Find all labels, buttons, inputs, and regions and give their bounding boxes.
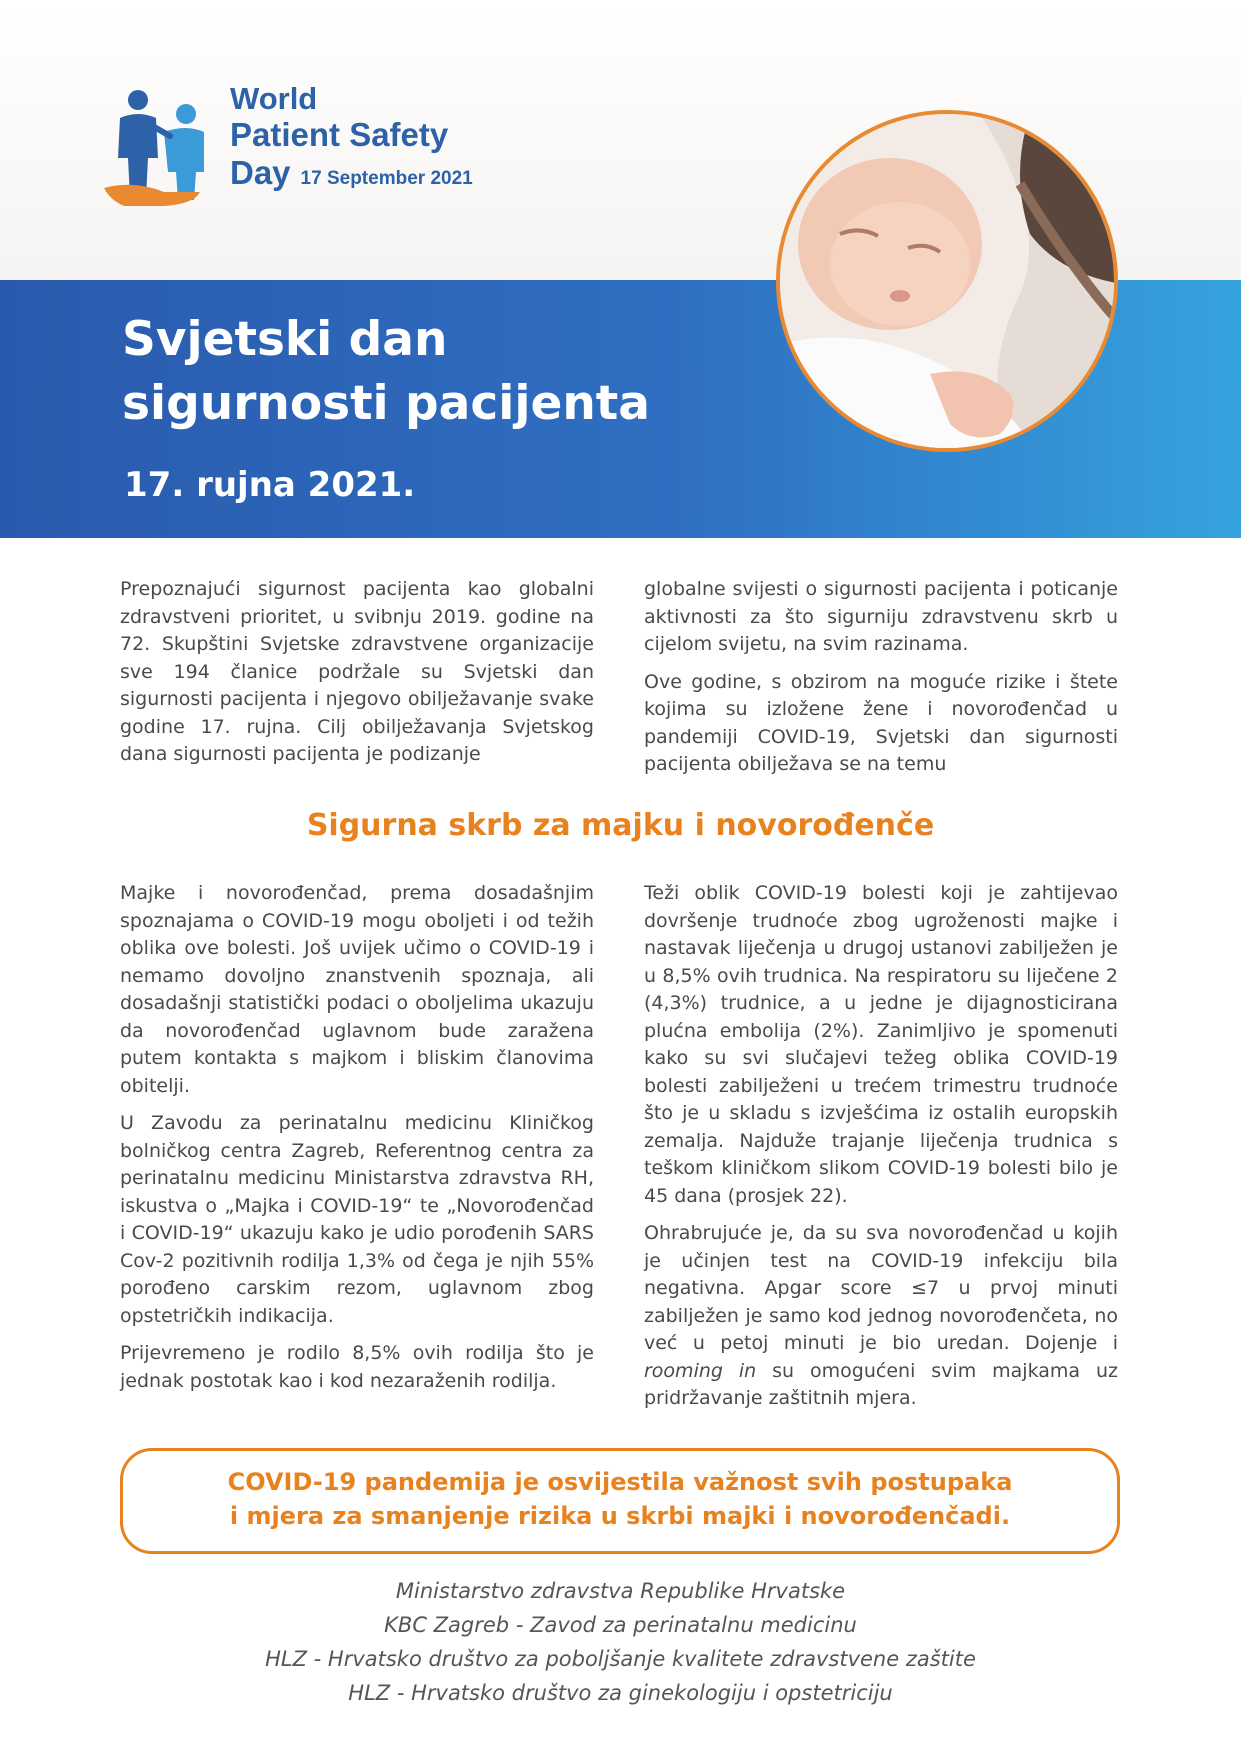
callout-box — [120, 1448, 1120, 1554]
mother-baby-photo — [776, 110, 1118, 452]
body-right-column — [644, 880, 1118, 1423]
intro-left-column — [120, 576, 594, 779]
title-line-1: Svjetski dan — [122, 312, 448, 367]
callout-line-1: COVID-19 pandemija je osvijestila važnost svih postupaka — [227, 1468, 1013, 1496]
world-patient-safety-day-logo — [104, 82, 524, 212]
logo-line-world: World — [230, 81, 318, 116]
rooming-in-term: rooming in — [644, 1359, 757, 1382]
section-heading: Sigurna skrb za majku i novorođenče — [306, 808, 935, 843]
logo-line-day: Day 17 September 2021 — [230, 154, 473, 191]
body-right-paragraph-2: Ohrabrujuće je, da su sva novorođenčad u kojih je učinjen test na COVID-19 infekciju bila negativna. Apgar score ≤7 u prvoj minuti zabilježen je samo kod jednog novorođenčeta, no već u petoj minuti je bio uredan. Dojenje i rooming in su omogućeni svim majkama uz pridržavanje zaštitnih mjera. — [644, 1222, 1119, 1409]
body-left-paragraph-1: Majke i novorođenčad, prema dosadašnjim spoznajama o COVID-19 mogu oboljeti i od težih oblika ove bolesti. Još uvijek učimo o COVID-19 i nemamo dovoljno znanstvenih spoznaja, ali dosadašnji statistički podaci o oboljelima ukazuju da novorođenčad uglavnom bude zaražena putem kontakta s majkom i bliskim članovima obitelji. — [120, 882, 594, 1097]
organization-1: Ministarstvo zdravstva Republike Hrvatske — [395, 1579, 846, 1603]
organization-3: HLZ - Hrvatsko društvo za poboljšanje kvalitete zdravstvene zaštite — [265, 1647, 976, 1671]
page-title — [122, 308, 650, 436]
intro-right-paragraph-1: globalne svijesti o sigurnosti pacijenta i poticanje aktivnosti za što sigurniju zdravstvenu skrb u cijelom svijetu, na svim razinama. — [644, 578, 1118, 655]
callout-line-2: i mjera za smanjenje rizika u skrbi majki i novorođenčadi. — [229, 1502, 1011, 1530]
body-left-column — [120, 880, 594, 1405]
logo-line-patient-safety: Patient Safety — [230, 116, 449, 153]
body-left-paragraph-3: Prijevremeno je rodilo 8,5% ovih rodilja što je jednak postotak kao i kod nezaraženih rodilja. — [120, 1342, 594, 1392]
title-line-2: sigurnosti pacijenta — [122, 376, 650, 431]
intro-right-column — [644, 576, 1118, 789]
intro-left-paragraph: Prepoznajući sigurnost pacijenta kao globalni zdravstveni prioritet, u svibnju 2019. godine na 72. Skupštini Svjetske zdravstvene organizacije sve 194 članice podržale su Svjetski dan sigurnosti pacijenta i njegovo obilježavanje svake godine 17. rujna. Cilj obilježavanja Svjetskog dana sigurnosti pacijenta je podizanje — [120, 578, 594, 765]
logo-date: 17 September 2021 — [300, 168, 473, 189]
title-date: 17. rujna 2021. — [124, 465, 416, 505]
people-hand-icon — [104, 88, 214, 208]
body-left-paragraph-2: U Zavodu za perinatalnu medicinu Kliničkog bolničkog centra Zagreb, Referentnog centra za perinatalnu medicinu Ministarstva zdravstva RH, iskustva o „Majka i COVID-19“ te „Novorođenčad i COVID-19“ ukazuju kako je udio porođenih SARS Cov-2 pozitivnih rodilja 1,3% od čega je njih 55% porođeno carskim rezom, uglavnom zbog opstetričkih indikacija. — [120, 1112, 594, 1327]
body-right-paragraph-1: Teži oblik COVID-19 bolesti koji je zahtijevao dovršenje trudnoće zbog ugroženosti majke i nastavak liječenja u drugoj ustanovi zabilježen je u 8,5% ovih trudnica. Na respiratoru su liječene 2 (4,3%) trudnice, a u jedne je dijagnosticirana plućna embolija (2%). Zanimljivo je spomenuti kako su svi slučajevi težeg oblika COVID-19 bolesti zabilježeni u trećem trimestru trudnoće što je u skladu s izvješćima iz ostalih europskih zemalja. Najduže trajanje liječenja trudnica s teškom kliničkom slikom COVID-19 bolesti bilo je 45 dana (prosjek 22). — [644, 882, 1118, 1207]
organizations-list — [0, 1574, 1241, 1710]
organization-4: HLZ - Hrvatsko društvo za ginekologiju i opstetriciju — [348, 1681, 893, 1705]
organization-2: KBC Zagreb - Zavod za perinatalnu medicinu — [384, 1613, 857, 1637]
logo-text — [230, 82, 473, 199]
intro-right-paragraph-2: Ove godine, s obzirom na moguće rizike i štete kojima su izložene žene i novorođenčad u pandemiji COVID-19, Svjetski dan sigurnosti pacijenta obilježava se na temu — [644, 670, 1118, 775]
